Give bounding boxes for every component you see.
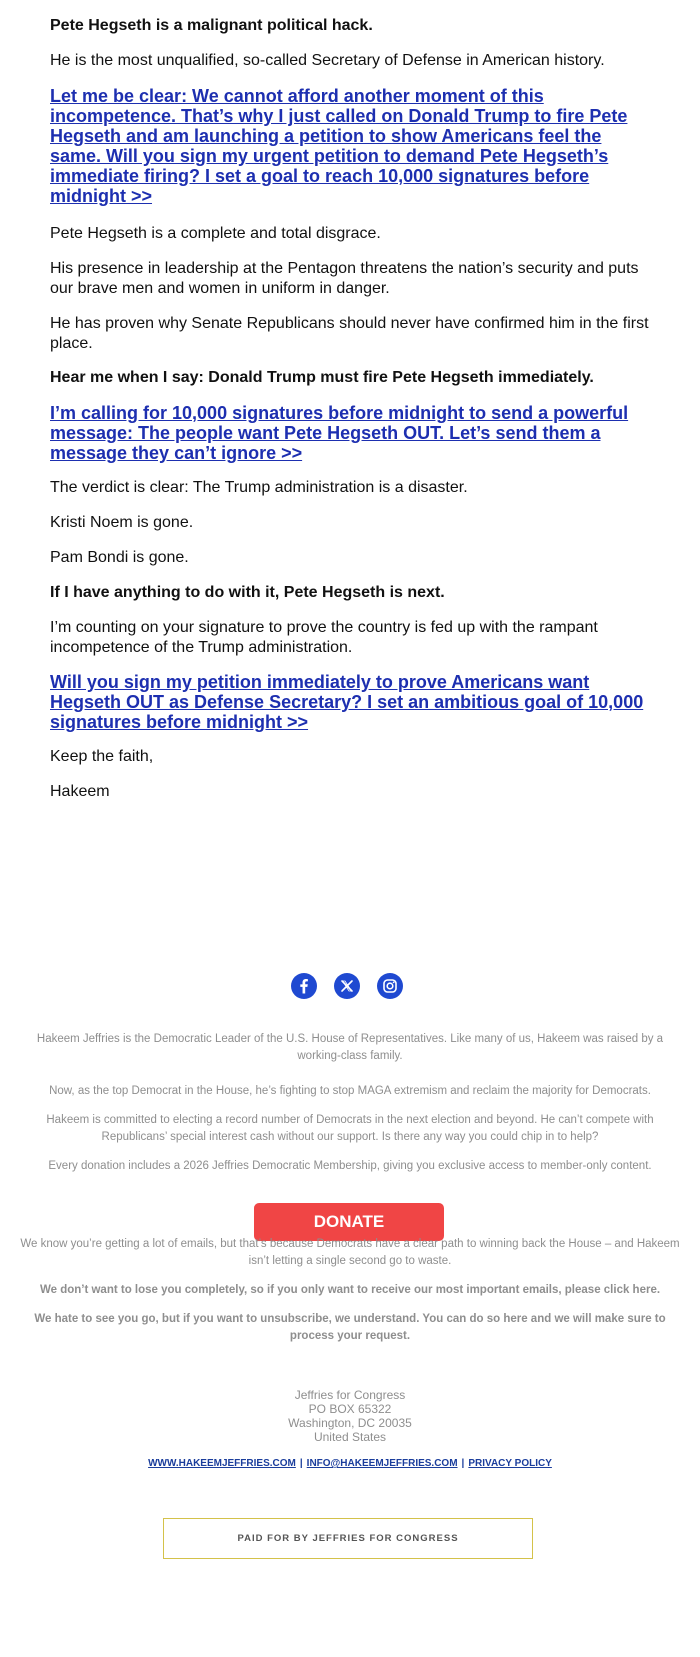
paragraph-counting: I’m counting on your signature to prove the country is fed up with the rampant incompetence of the Trump administration. [50, 619, 598, 656]
petition-link-2[interactable]: I’m calling for 10,000 signatures before midnight to send a powerful message: The people want Pete Hegseth OUT. Let’s send them a message they can’t ignore >> [50, 403, 629, 463]
paragraph-disgrace: Pete Hegseth is a complete and total disgrace. [50, 225, 381, 242]
opening-statement: Pete Hegseth is a malignant political hack. [50, 17, 373, 34]
paragraph-pentagon: His presence in leadership at the Pentagon threatens the nation’s security and puts our brave men and women in uniform in danger. [50, 260, 639, 297]
facebook-icon[interactable] [291, 973, 317, 999]
paragraph-next: If I have anything to do with it, Pete Hegseth is next. [50, 584, 445, 601]
footer-membership: Every donation includes a 2026 Jeffries Democratic Membership, giving you exclusive access to member-only content. [48, 1160, 652, 1172]
petition-link-3[interactable]: Will you sign my petition immediately to prove Americans want Hegseth OUT as Defense Secretary? I set an ambitious goal of 10,000 signatures before midnight >> [50, 672, 644, 732]
address-line-1: Jeffries for Congress [294, 1388, 406, 1402]
paragraph-noem: Kristi Noem is gone. [50, 514, 194, 531]
paid-for-disclaimer: PAID FOR BY JEFFRIES FOR CONGRESS [163, 1518, 533, 1559]
footer-links [0, 1458, 700, 1469]
website-link[interactable]: WWW.HAKEEMJEFFRIES.COM [148, 1458, 296, 1469]
footer-emails-note: We know you’re getting a lot of emails, but that’s because Democrats have a clear path to winning back the House – and Hakeem isn’t letting a single second go to waste. [20, 1238, 680, 1267]
address-line-4: United States [313, 1430, 387, 1444]
footer-leader-bio: Hakeem Jeffries is the Democratic Leader of the U.S. House of Representatives. Like many of us, Hakeem was raised by a working-class family. [36, 1033, 664, 1062]
footer-commitment: Hakeem is committed to electing a record number of Democrats in the next election and beyond. He can’t compete with Republicans’ special interest cash without our support. Is there any way you could chip in to help? [46, 1114, 654, 1143]
signature: Hakeem [50, 783, 110, 800]
footer-important-emails-link[interactable]: We don’t want to lose you completely, so if you only want to receive our most important emails, please click here. [39, 1284, 661, 1296]
link-separator: | [299, 1458, 303, 1469]
privacy-policy-link[interactable]: PRIVACY POLICY [468, 1458, 552, 1469]
x-icon[interactable] [334, 973, 360, 999]
address-line-2: PO BOX 65322 [308, 1402, 392, 1416]
mailing-address [0, 1388, 700, 1444]
address-line-3: Washington, DC 20035 [288, 1416, 412, 1430]
email-link[interactable]: INFO@HAKEEMJEFFRIES.COM [306, 1458, 458, 1469]
paragraph-bondi: Pam Bondi is gone. [50, 549, 189, 566]
sign-off: Keep the faith, [50, 748, 154, 765]
instagram-icon[interactable] [377, 973, 403, 999]
paragraph-verdict: The verdict is clear: The Trump administration is a disaster. [50, 479, 468, 496]
footer-unsubscribe-link[interactable]: We hate to see you go, but if you want to unsubscribe, we understand. You can do so here and we will make sure to process your request. [34, 1313, 666, 1342]
petition-link-1[interactable]: Let me be clear: We cannot afford another moment of this incompetence. That’s why I just called on Donald Trump to fire Pete Hegseth and am launching a petition to show Americans feel the same. Will you sign my urgent petition to demand Pete Hegseth’s immediate firing? I set a goal to reach 10,000 signatures before midnight >> [50, 86, 628, 206]
link-separator: | [461, 1458, 465, 1469]
social-links [0, 973, 700, 1001]
footer-top-democrat: Now, as the top Democrat in the House, he’s fighting to stop MAGA extremism and reclaim the majority for Democrats. [49, 1085, 651, 1097]
paragraph-fire-demand: Hear me when I say: Donald Trump must fire Pete Hegseth immediately. [50, 369, 594, 386]
donate-button[interactable]: DONATE [254, 1203, 444, 1241]
paragraph-senate: He has proven why Senate Republicans should never have confirmed him in the first place. [50, 315, 649, 352]
paragraph-unqualified: He is the most unqualified, so-called Secretary of Defense in American history. [50, 52, 605, 69]
